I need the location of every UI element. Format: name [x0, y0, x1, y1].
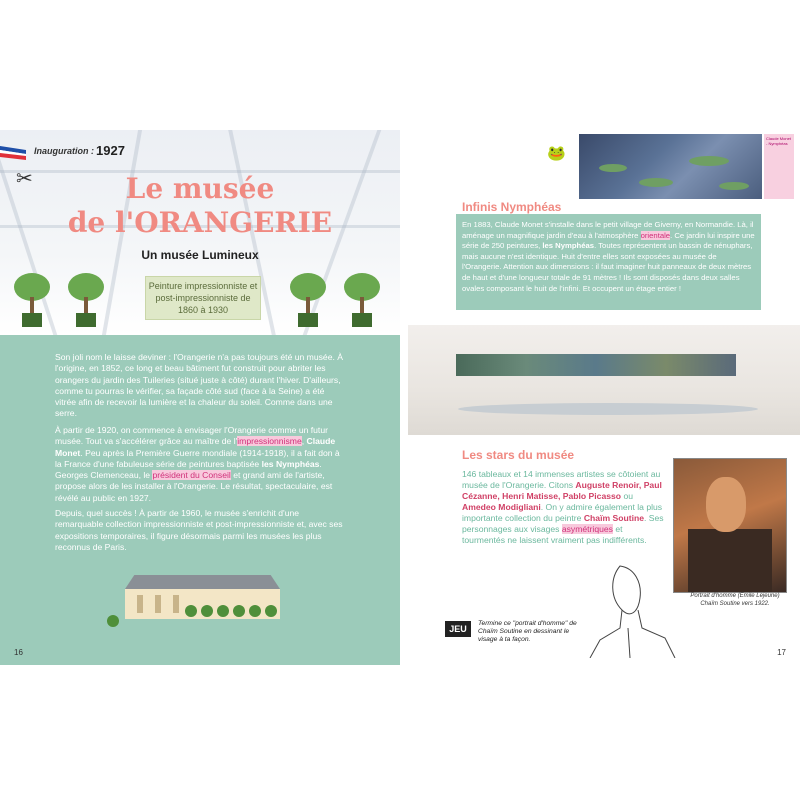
- right-page: [400, 130, 800, 665]
- paragraph-nympheas: En 1883, Claude Monet s'installe dans le petit village de Giverny, en Normandie. Là, il aménage un magnifique jardin d'eau à l'atmosphère orientale. Ce jardin lui inspire une série de 250 peintures, les Nymphéas. Toutes représentent un bassin de nénuphars, mais aucune n'est identique. Huit d'entre elles sont exposées au musée de l'Orangerie. Attention aux dimensions : il faut imaginer huit panneaux de deux mètres de haut et d'une longueur totale de 91 mètres ! Ils sont disposés dans deux salles ovales composant le huit de l'infini. Et occupent un étage entier !: [462, 220, 755, 293]
- inauguration-banner: [0, 142, 130, 164]
- page-number-right: 17: [777, 648, 786, 657]
- french-ribbon-icon: [0, 146, 26, 160]
- photo-credit: Claude Monet - Nymphéas: [764, 134, 794, 199]
- orange-tree-icon: [288, 273, 328, 333]
- scissors-icon: ✂: [16, 168, 33, 190]
- gallery-bench: [458, 403, 758, 415]
- portrait-sketch: [580, 558, 680, 658]
- book-spread: [0, 130, 800, 665]
- nympheas-panel: [456, 354, 736, 376]
- page-subtitle: Un musée Lumineux: [141, 248, 259, 262]
- paragraph-history: Son joli nom le laisse deviner : l'Orangerie n'a pas toujours été un musée. À l'origine, en 1852, ce long et beau bâtiment fut construit pour abriter les orangers du jardin des Tuileries (situé juste à côté) durant l'hiver. D'ailleurs, comme tu pourras le vérifier, sa façade côté sud (face à la Seine) a été vitrée afin de recevoir la lumière et la chaleur du soleil. Comme dans une serre.: [55, 352, 343, 419]
- soutine-portrait: [673, 458, 787, 593]
- portrait-caption: Portrait d'homme (Émile Lejeune) Chaïm Soutine vers 1922.: [690, 593, 780, 607]
- game-badge: JEU: [445, 621, 471, 637]
- orange-tree-icon: [66, 273, 106, 333]
- section-title-stars: Les stars du musée: [462, 448, 575, 462]
- period-tag: Peinture impressionniste et post-impressionniste de 1860 à 1930: [145, 276, 261, 320]
- orangerie-building-illustration: [115, 575, 290, 630]
- game-instructions: Termine ce "portrait d'homme" de Chaïm Soutine en dessinant le visage à ta façon.: [478, 620, 577, 643]
- page-number-left: 16: [14, 648, 23, 657]
- highlight-impressionnisme: impressionnisme: [237, 436, 302, 447]
- nympheas-painting: [579, 134, 762, 199]
- highlight-president: président du Conseil: [152, 470, 231, 481]
- paragraph-success: Depuis, quel succès ! À partir de 1960, le musée s'enrichit d'une remarquable collection impressionniste et post-impressionniste et, avec ses expositions temporaires, il figure désormais parmi les musées les plus reconnus de Paris.: [55, 508, 343, 552]
- highlight-orientale: orientale: [640, 230, 671, 240]
- left-page: [0, 130, 400, 665]
- orange-tree-icon: [342, 273, 382, 333]
- page-title-line2: de l'ORANGERIE: [67, 206, 333, 239]
- inauguration-year: 1927: [96, 143, 125, 158]
- paragraph-stars: 146 tableaux et 14 immenses artistes se côtoient au musée de l'Orangerie. Citons Auguste Renoir, Paul Cézanne, Henri Matisse, Pablo Picasso ou Amedeo Modigliani. On y admire également la plus importante collection du peintre Chaïm Soutine. Ses personnages aux visages asymétriques et tourmentés ne laissent vraiment pas indifférents.: [462, 469, 664, 545]
- highlight-asymetriques: asymétriques: [561, 524, 613, 534]
- section-title-nympheas: Infinis Nymphéas: [462, 200, 562, 214]
- paragraph-monet: À partir de 1920, on commence à envisager l'Orangerie comme un futur musée. Tout va s'accélérer grâce au maître de l'impressionnisme, Claude Monet. Peu après la Première Guerre mondiale (1914-1918), il a fait don à la France d'une fabuleuse série de peintures baptisée les Nymphéas. Georges Clemenceau, le président du Conseil et grand ami de l'artiste, propose alors de les installer à l'Orangerie. Le résultat, spectaculaire, est révélé au public en 1927.: [55, 425, 340, 503]
- oval-room-photo: [408, 325, 800, 435]
- frog-icon: 🐸: [547, 145, 566, 162]
- inauguration-label: Inauguration :: [34, 146, 94, 156]
- orange-tree-icon: [12, 273, 52, 333]
- page-title-line1: Le musée: [125, 172, 275, 205]
- nympheas-text-panel: [456, 214, 761, 310]
